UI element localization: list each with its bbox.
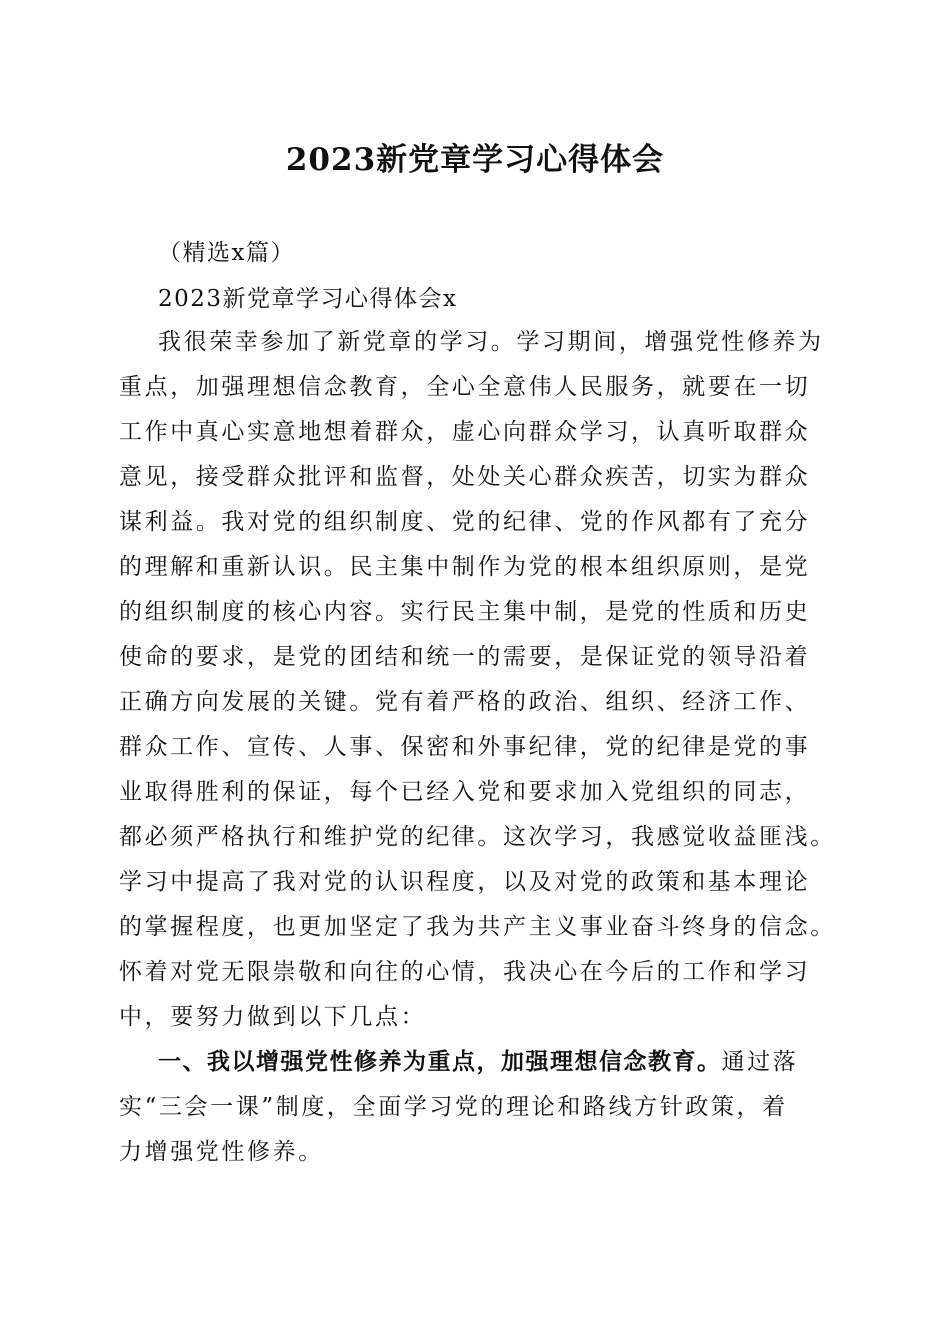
body-line: 都必须严格执行和维护党的纪律。这次学习，我感觉收益匪浅。 <box>119 824 836 850</box>
point-one-rest: 通过落 <box>721 1049 799 1075</box>
body-line: 我很荣幸参加了新党章的学习。学习期间，增强党性修养为 <box>158 329 824 355</box>
body-line: 力增强党性修养。 <box>119 1139 324 1165</box>
body-line: 谋利益。我对党的组织制度、党的纪律、党的作风都有了充分 <box>119 509 811 535</box>
selection-note: （精选x篇） <box>158 240 295 266</box>
body-line: 工作中真心实意地想着群众，虚心向群众学习，认真听取群众 <box>119 419 811 445</box>
document-title: 2023新党章学习心得体会 <box>285 142 665 178</box>
body-line: 群众工作、宣传、人事、保密和外事纪律，党的纪律是党的事 <box>119 734 811 760</box>
body-line: 学习中提高了我对党的认识程度，以及对党的政策和基本理论 <box>119 869 811 895</box>
body-line: 实“三会一课”制度，全面学习党的理论和路线方针政策，着 <box>119 1094 788 1120</box>
body-line: 的组织制度的核心内容。实行民主集中制，是党的性质和历史 <box>119 599 811 625</box>
body-line: 使命的要求，是党的团结和统一的需要，是保证党的领导沿着 <box>119 644 811 670</box>
body-line: 中，要努力做到以下几点： <box>119 1004 427 1030</box>
body-line: 重点，加强理想信念教育，全心全意伟人民服务，就要在一切 <box>119 374 811 400</box>
subtitle: 2023新党章学习心得体会x <box>158 286 458 312</box>
body-line: 业取得胜利的保证，每个已经入党和要求加入党组织的同志， <box>119 779 811 805</box>
body-line: 的掌握程度，也更加坚定了我为共产主义事业奋斗终身的信念。 <box>119 914 836 940</box>
point-one-line <box>158 1045 798 1079</box>
body-line: 的理解和重新认识。民主集中制作为党的根本组织原则，是党 <box>119 554 811 580</box>
body-line: 正确方向发展的关键。党有着严格的政治、组织、经济工作、 <box>119 689 811 715</box>
body-line: 意见，接受群众批评和监督，处处关心群众疾苦，切实为群众 <box>119 464 811 490</box>
body-line: 怀着对党无限崇敬和向往的心情，我决心在今后的工作和学习 <box>119 959 811 985</box>
point-one-heading: 一、我以增强党性修养为重点，加强理想信念教育。 <box>158 1049 722 1075</box>
